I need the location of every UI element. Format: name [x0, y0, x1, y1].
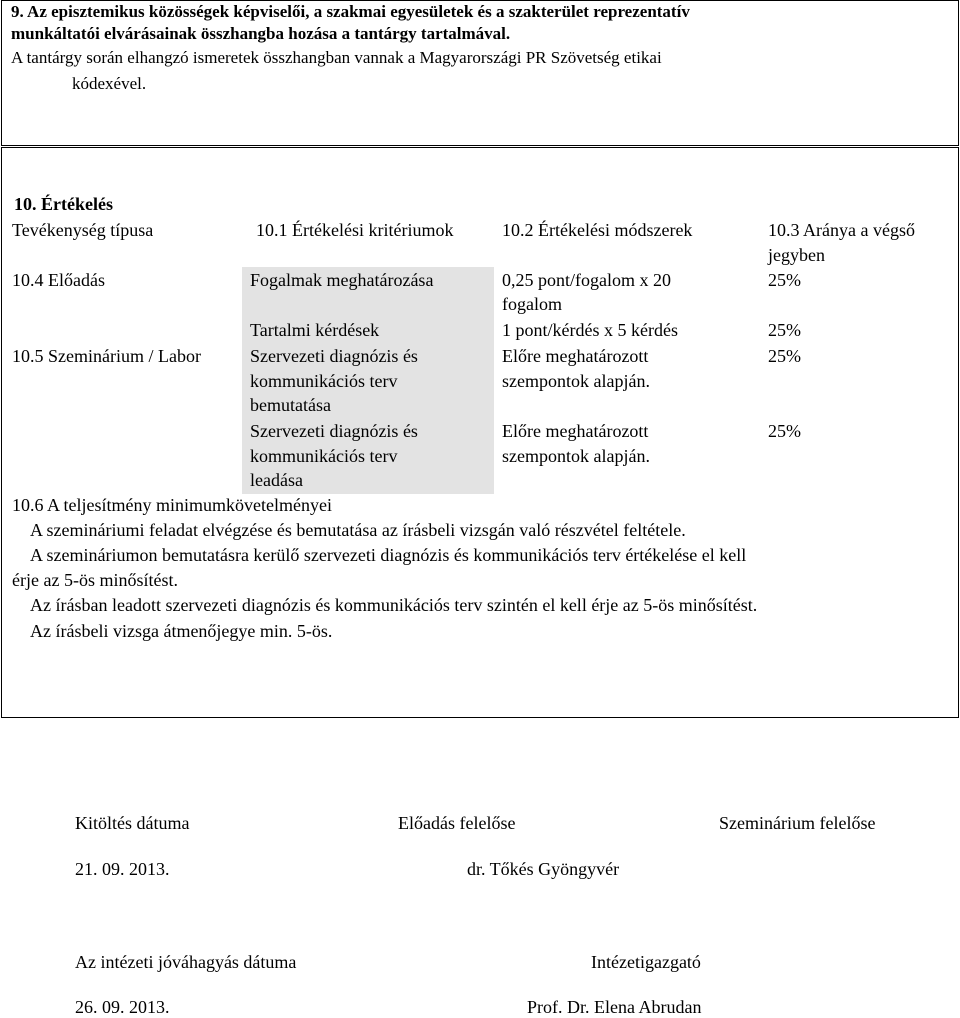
- section9-text-line1: A tantárgy során elhangzó ismeretek összhangban vannak a Magyarországi PR Szövetség etikai: [11, 48, 662, 67]
- director: Prof. Dr. Elena Abrudan: [527, 997, 702, 1017]
- row1-criteria: Fogalmak meghatározása: [250, 270, 434, 290]
- row1-type: 10.4 Előadás: [12, 270, 105, 290]
- row3-method-line2: szempontok alapján.: [502, 371, 650, 391]
- lecture-owner: dr. Tőkés Gyöngyvér: [467, 859, 620, 879]
- row2-share: 25%: [768, 320, 801, 340]
- director-label: Intézetigazgató: [591, 952, 701, 972]
- fill-date: 21. 09. 2013.: [75, 859, 170, 879]
- lecture-owner-label: Előadás felelőse: [398, 813, 516, 833]
- minimum-line-3: érje az 5-ös minősítést.: [12, 570, 178, 590]
- row3-share: 25%: [768, 346, 801, 366]
- header-methods: 10.2 Értékelési módszerek: [502, 220, 693, 240]
- row2-method: 1 pont/kérdés x 5 kérdés: [502, 320, 678, 340]
- header-share-line1: 10.3 Aránya a végső: [768, 220, 915, 240]
- row1-method-line1: 0,25 pont/fogalom x 20: [502, 270, 671, 290]
- fill-date-label: Kitöltés dátuma: [75, 813, 190, 833]
- row3-criteria-line1: Szervezeti diagnózis és: [250, 346, 418, 366]
- minimum-line-4: Az írásban leadott szervezeti diagnózis és kommunikációs terv szintén el kell érje az 5-ös minősítést.: [30, 595, 758, 615]
- header-activity-type: Tevékenység típusa: [12, 220, 154, 240]
- row4-criteria-line3: leadása: [250, 470, 303, 490]
- minimum-line-1: A szemináriumi feladat elvégzése és bemutatása az írásbeli vizsgán való részvétel feltétele.: [30, 520, 686, 540]
- row1-share: 25%: [768, 270, 801, 290]
- row4-method-line2: szempontok alapján.: [502, 446, 650, 466]
- minimum-line-2: A szemináriumon bemutatásra kerülő szervezeti diagnózis és kommunikációs terv értékelése el kell: [30, 545, 747, 565]
- row4-share: 25%: [768, 421, 801, 441]
- row1-method-line2: fogalom: [502, 294, 562, 314]
- row4-criteria-line1: Szervezeti diagnózis és: [250, 421, 418, 441]
- section9-heading-line2: munkáltatói elvárásainak összhangba hozása a tantárgy tartalmával.: [11, 24, 511, 43]
- row3-criteria-line2: kommunikációs terv: [250, 371, 398, 391]
- minimum-heading: 10.6 A teljesítmény minimumkövetelményei: [12, 495, 332, 515]
- row3-method-line1: Előre meghatározott: [502, 346, 649, 366]
- section10-heading: 10. Értékelés: [14, 194, 113, 214]
- approval-date: 26. 09. 2013.: [75, 997, 170, 1017]
- row3-criteria-line3: bemutatása: [250, 395, 331, 415]
- approval-date-label: Az intézeti jóváhagyás dátuma: [75, 952, 297, 972]
- row4-criteria-line2: kommunikációs terv: [250, 446, 398, 466]
- row2-criteria: Tartalmi kérdések: [250, 320, 380, 340]
- header-criteria: 10.1 Értékelési kritériumok: [256, 220, 454, 240]
- row3-type: 10.5 Szeminárium / Labor: [12, 346, 201, 366]
- row4-method-line1: Előre meghatározott: [502, 421, 649, 441]
- section9-heading-line1: 9. Az episztemikus közösségek képviselői, a szakmai egyesületek és a szakterület reprezentatív: [11, 2, 690, 21]
- minimum-line-5: Az írásbeli vizsga átmenőjegye min. 5-ös.: [30, 621, 333, 641]
- section9-text-line2: kódexével.: [72, 74, 147, 93]
- header-share-line2: jegyben: [768, 245, 825, 265]
- seminar-owner-label: Szeminárium felelőse: [719, 813, 876, 833]
